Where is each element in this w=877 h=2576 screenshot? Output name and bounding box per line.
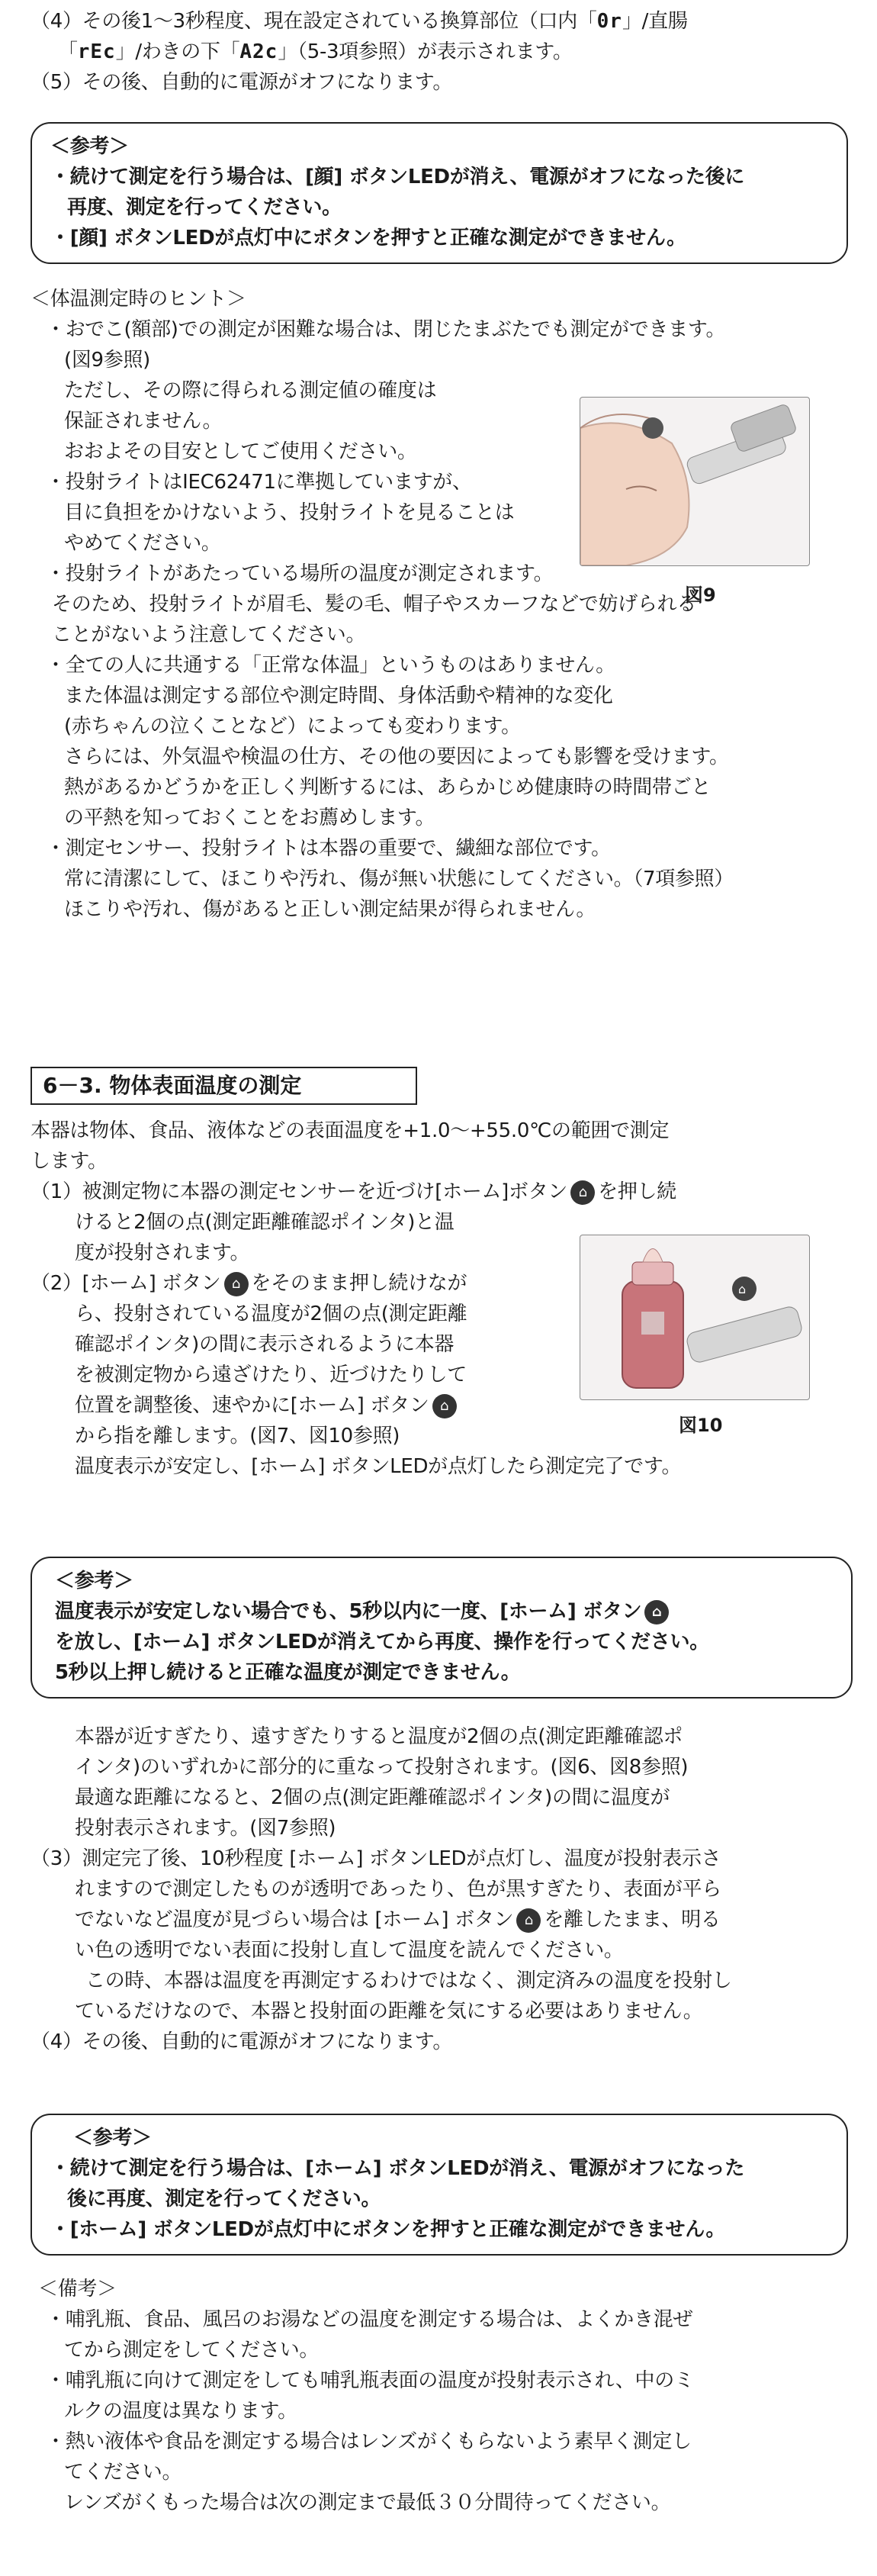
note-line: を放し、[ホーム] ボタンLEDが消えてから再度、操作を行ってください。 — [55, 1631, 709, 1653]
hint-line: ただし、その際に得られる測定値の確度は — [64, 379, 437, 402]
hint-line: ことがないよう注意してください。 — [52, 623, 366, 646]
remark-line: ・熱い液体や食品を測定する場合はレンズがくもらないよう素早く測定し — [46, 2430, 692, 2453]
after-line: 投射表示されます。(図7参照) — [75, 1817, 336, 1840]
step-4-line-2 — [31, 37, 688, 67]
step-4-text-d: 」/わきの下「 — [115, 40, 240, 63]
hint-line: やめてください。 — [64, 532, 221, 555]
step-4-line — [31, 6, 688, 37]
note-heading: ＜参考＞ — [55, 1570, 133, 1592]
segment-display-armpit: A2c — [239, 40, 278, 63]
home-button-icon: ⌂ — [224, 1272, 249, 1296]
home-button-icon: ⌂ — [432, 1394, 457, 1418]
remark-line: ・哺乳瓶に向けて測定をしても哺乳瓶表面の温度が投射表示され、中のミ — [46, 2369, 694, 2392]
step-5-text: （5）その後、自動的に電源がオフになります。 — [31, 71, 453, 94]
hint-line: 目に負担をかけないよう、投射ライトを見ることは — [64, 501, 515, 524]
step-3-line: （3）測定完了後、10秒程度 [ホーム] ボタンLEDが点灯し、温度が投射表示さ — [31, 1847, 721, 1870]
segment-display-mouth: 0r — [596, 10, 622, 33]
after-steps — [31, 1721, 850, 2057]
step-4-final: （4）その後、自動的に電源がオフになります。 — [31, 2030, 453, 2053]
remark-line: てください。 — [64, 2461, 182, 2484]
home-button-icon: ⌂ — [570, 1180, 595, 1205]
hint-line: そのため、投射ライトが眉毛、髪の毛、帽子やスカーフなどで妨げられる — [52, 593, 696, 616]
step-3-line: この時、本器は温度を再測定するわけではなく、測定済みの温度を投射し — [85, 1969, 732, 1992]
step-2-text-f: 位置を調整後、速やかに[ホーム] ボタン — [75, 1394, 429, 1417]
note-heading: ＜参考＞ — [50, 135, 129, 158]
hint-line: ・全ての人に共通する「正常な体温」というものはありません。 — [46, 654, 615, 677]
hint-line: ほこりや汚れ、傷があると正しい測定結果が得られません。 — [64, 898, 596, 921]
baby-bottle-measurement-image — [580, 1235, 809, 1399]
hint-line: ・おでこ(額部)での測定が困難な場合は、閉じたまぶたでも測定ができます。 — [46, 318, 726, 341]
note-line: 後に再度、測定を行ってください。 — [67, 2188, 381, 2211]
hint-line: の平熱を知っておくことをお薦めします。 — [64, 807, 435, 829]
remark-line: ・哺乳瓶、食品、風呂のお湯などの温度を測定する場合は、よくかき混ぜ — [46, 2308, 693, 2331]
remarks — [31, 2274, 850, 2518]
note-box-1 — [31, 122, 848, 264]
step-3-text: でないなど温度が見づらい場合は [ホーム] ボタン — [75, 1908, 514, 1931]
note-line: 再度、測定を行ってください。 — [67, 196, 342, 219]
hint-line: 保証されません。 — [64, 410, 223, 433]
step-1-text: （1）被測定物に本器の測定センサーを近づけ[ホーム]ボタン — [31, 1180, 568, 1203]
hint-line: ・投射ライトはIEC62471に準拠していますが、 — [46, 471, 472, 494]
after-line: インタ)のいずれかに部分的に重なって投射されます。(図6、図8参照) — [75, 1756, 689, 1779]
intro-line: します。 — [31, 1150, 108, 1173]
hint-line: (赤ちゃんの泣くことなど）によっても変わります。 — [64, 715, 521, 738]
step-2-text: （2）[ホーム] ボタン — [31, 1272, 221, 1295]
step-4-text-e: 」（5-3項参照）が表示されます。 — [278, 40, 573, 63]
step-2-line: 温度表示が安定し、[ホーム] ボタンLEDが点灯したら測定完了です。 — [75, 1455, 682, 1478]
step-3-line: い色の透明でない表面に投射し直して温度を読んでください。 — [75, 1939, 624, 1962]
figure-10-caption: 図10 — [679, 1415, 723, 1436]
figure-10-illustration — [580, 1235, 810, 1400]
hint-line: ・投射ライトがあたっている場所の温度が測定されます。 — [46, 562, 554, 585]
remark-line: ルクの温度は異なります。 — [64, 2400, 297, 2423]
svg-text:⌂: ⌂ — [738, 1282, 747, 1296]
figure-9-caption: 図9 — [685, 584, 716, 606]
remark-line: レンズがくもった場合は次の測定まで最低３０分間待ってください。 — [64, 2491, 671, 2514]
top-steps — [31, 6, 688, 98]
step-2-text-b: をそのまま押し続けなが — [251, 1272, 467, 1295]
note-line: ・[顔] ボタンLEDが点灯中にボタンを押すと正確な測定ができません。 — [50, 227, 686, 250]
after-line: 本器が近すぎたり、遠すぎたりすると温度が2個の点(測定距離確認ポ — [75, 1725, 683, 1748]
segment-display-rectal: rEc — [77, 40, 116, 63]
section-title: 6－3. 物体表面温度の測定 — [31, 1067, 417, 1105]
hint-line: さらには、外気温や検温の仕方、その他の要因によっても影響を受けます。 — [64, 745, 729, 768]
step-3-line: ているだけなので、本器と投射面の距離を気にする必要はありません。 — [75, 2000, 703, 2023]
home-button-icon: ⌂ — [516, 1908, 541, 1933]
step-2-line: から指を離します。(図7、図10参照) — [75, 1425, 400, 1447]
hint-line: 熱があるかどうかを正しく判断するには、あらかじめ健康時の時間帯ごと — [64, 776, 712, 799]
step-2-line: ら、投射されている温度が2個の点(測定距離 — [75, 1302, 467, 1325]
child-forehead-measurement-image — [580, 398, 809, 565]
step-4-text: （4）その後1〜3秒程度、現在設定されている換算部位（口内「 — [31, 10, 597, 33]
note-line: ・[ホーム] ボタンLEDが点灯中にボタンを押すと正確な測定ができません。 — [50, 2218, 726, 2241]
figure-9-illustration — [580, 397, 810, 566]
step-3-line — [31, 1905, 850, 1935]
remark-line: てから測定をしてください。 — [64, 2339, 320, 2362]
note-box-2 — [31, 1557, 853, 1699]
note-line: ・続けて測定を行う場合は、[ホーム] ボタンLEDが消え、電源がオフになった — [50, 2157, 745, 2180]
hint-line: また体温は測定する部位や測定時間、身体活動や精神的な変化 — [64, 684, 613, 707]
temperature-hints — [31, 284, 850, 925]
step-1-text-b: を押し続 — [598, 1180, 676, 1203]
section-header — [31, 1067, 417, 1105]
hints-heading: ＜体温測定時のヒント＞ — [31, 288, 246, 311]
hint-line: ・測定センサー、投射ライトは本器の重要で、繊細な部位です。 — [46, 837, 611, 860]
home-button-icon: ⌂ — [644, 1600, 669, 1624]
note-box-3 — [31, 2114, 848, 2256]
remarks-heading: ＜備考＞ — [38, 2278, 117, 2301]
step-1-line — [31, 1177, 850, 1207]
step-1-line: けると2個の点(測定距離確認ポインタ)と温 — [75, 1211, 455, 1234]
note-line: ・続けて測定を行う場合は、[顔] ボタンLEDが消え、電源がオフになった後に — [50, 166, 745, 188]
note-line — [55, 1596, 833, 1627]
intro-line: 本器は物体、食品、液体などの表面温度を+1.0〜+55.0℃の範囲で測定 — [31, 1119, 670, 1142]
step-2-line: を被測定物から遠ざけたり、近づけたりして — [75, 1364, 467, 1386]
step-3-text-b: を離したまま、明る — [544, 1908, 721, 1931]
after-line: 最適な距離になると、2個の点(測定距離確認ポインタ)の間に温度が — [75, 1786, 670, 1809]
note-heading: ＜参考＞ — [73, 2127, 152, 2149]
hint-line: 常に清潔にして、ほこりや汚れ、傷が無い状態にしてください。（7項参照） — [64, 868, 734, 890]
step-4-text-c: 「 — [58, 40, 78, 63]
step-4-text-b: 」/直腸 — [622, 10, 688, 33]
note-line: 5秒以上押し続けると正確な温度が測定できません。 — [55, 1661, 521, 1684]
step-3-line: れますので測定したものが透明であったり、色が黒すぎたり、表面が平ら — [75, 1878, 721, 1901]
step-1-line: 度が投射されます。 — [75, 1241, 250, 1264]
hint-line: おおよその目安としてご使用ください。 — [64, 440, 417, 463]
step-2-line: 確認ポインタ)の間に表示されるように本器 — [75, 1333, 455, 1356]
hint-line: (図9参照) — [64, 349, 151, 372]
note-text: 温度表示が安定しない場合でも、5秒以内に一度、[ホーム] ボタン — [55, 1600, 642, 1623]
